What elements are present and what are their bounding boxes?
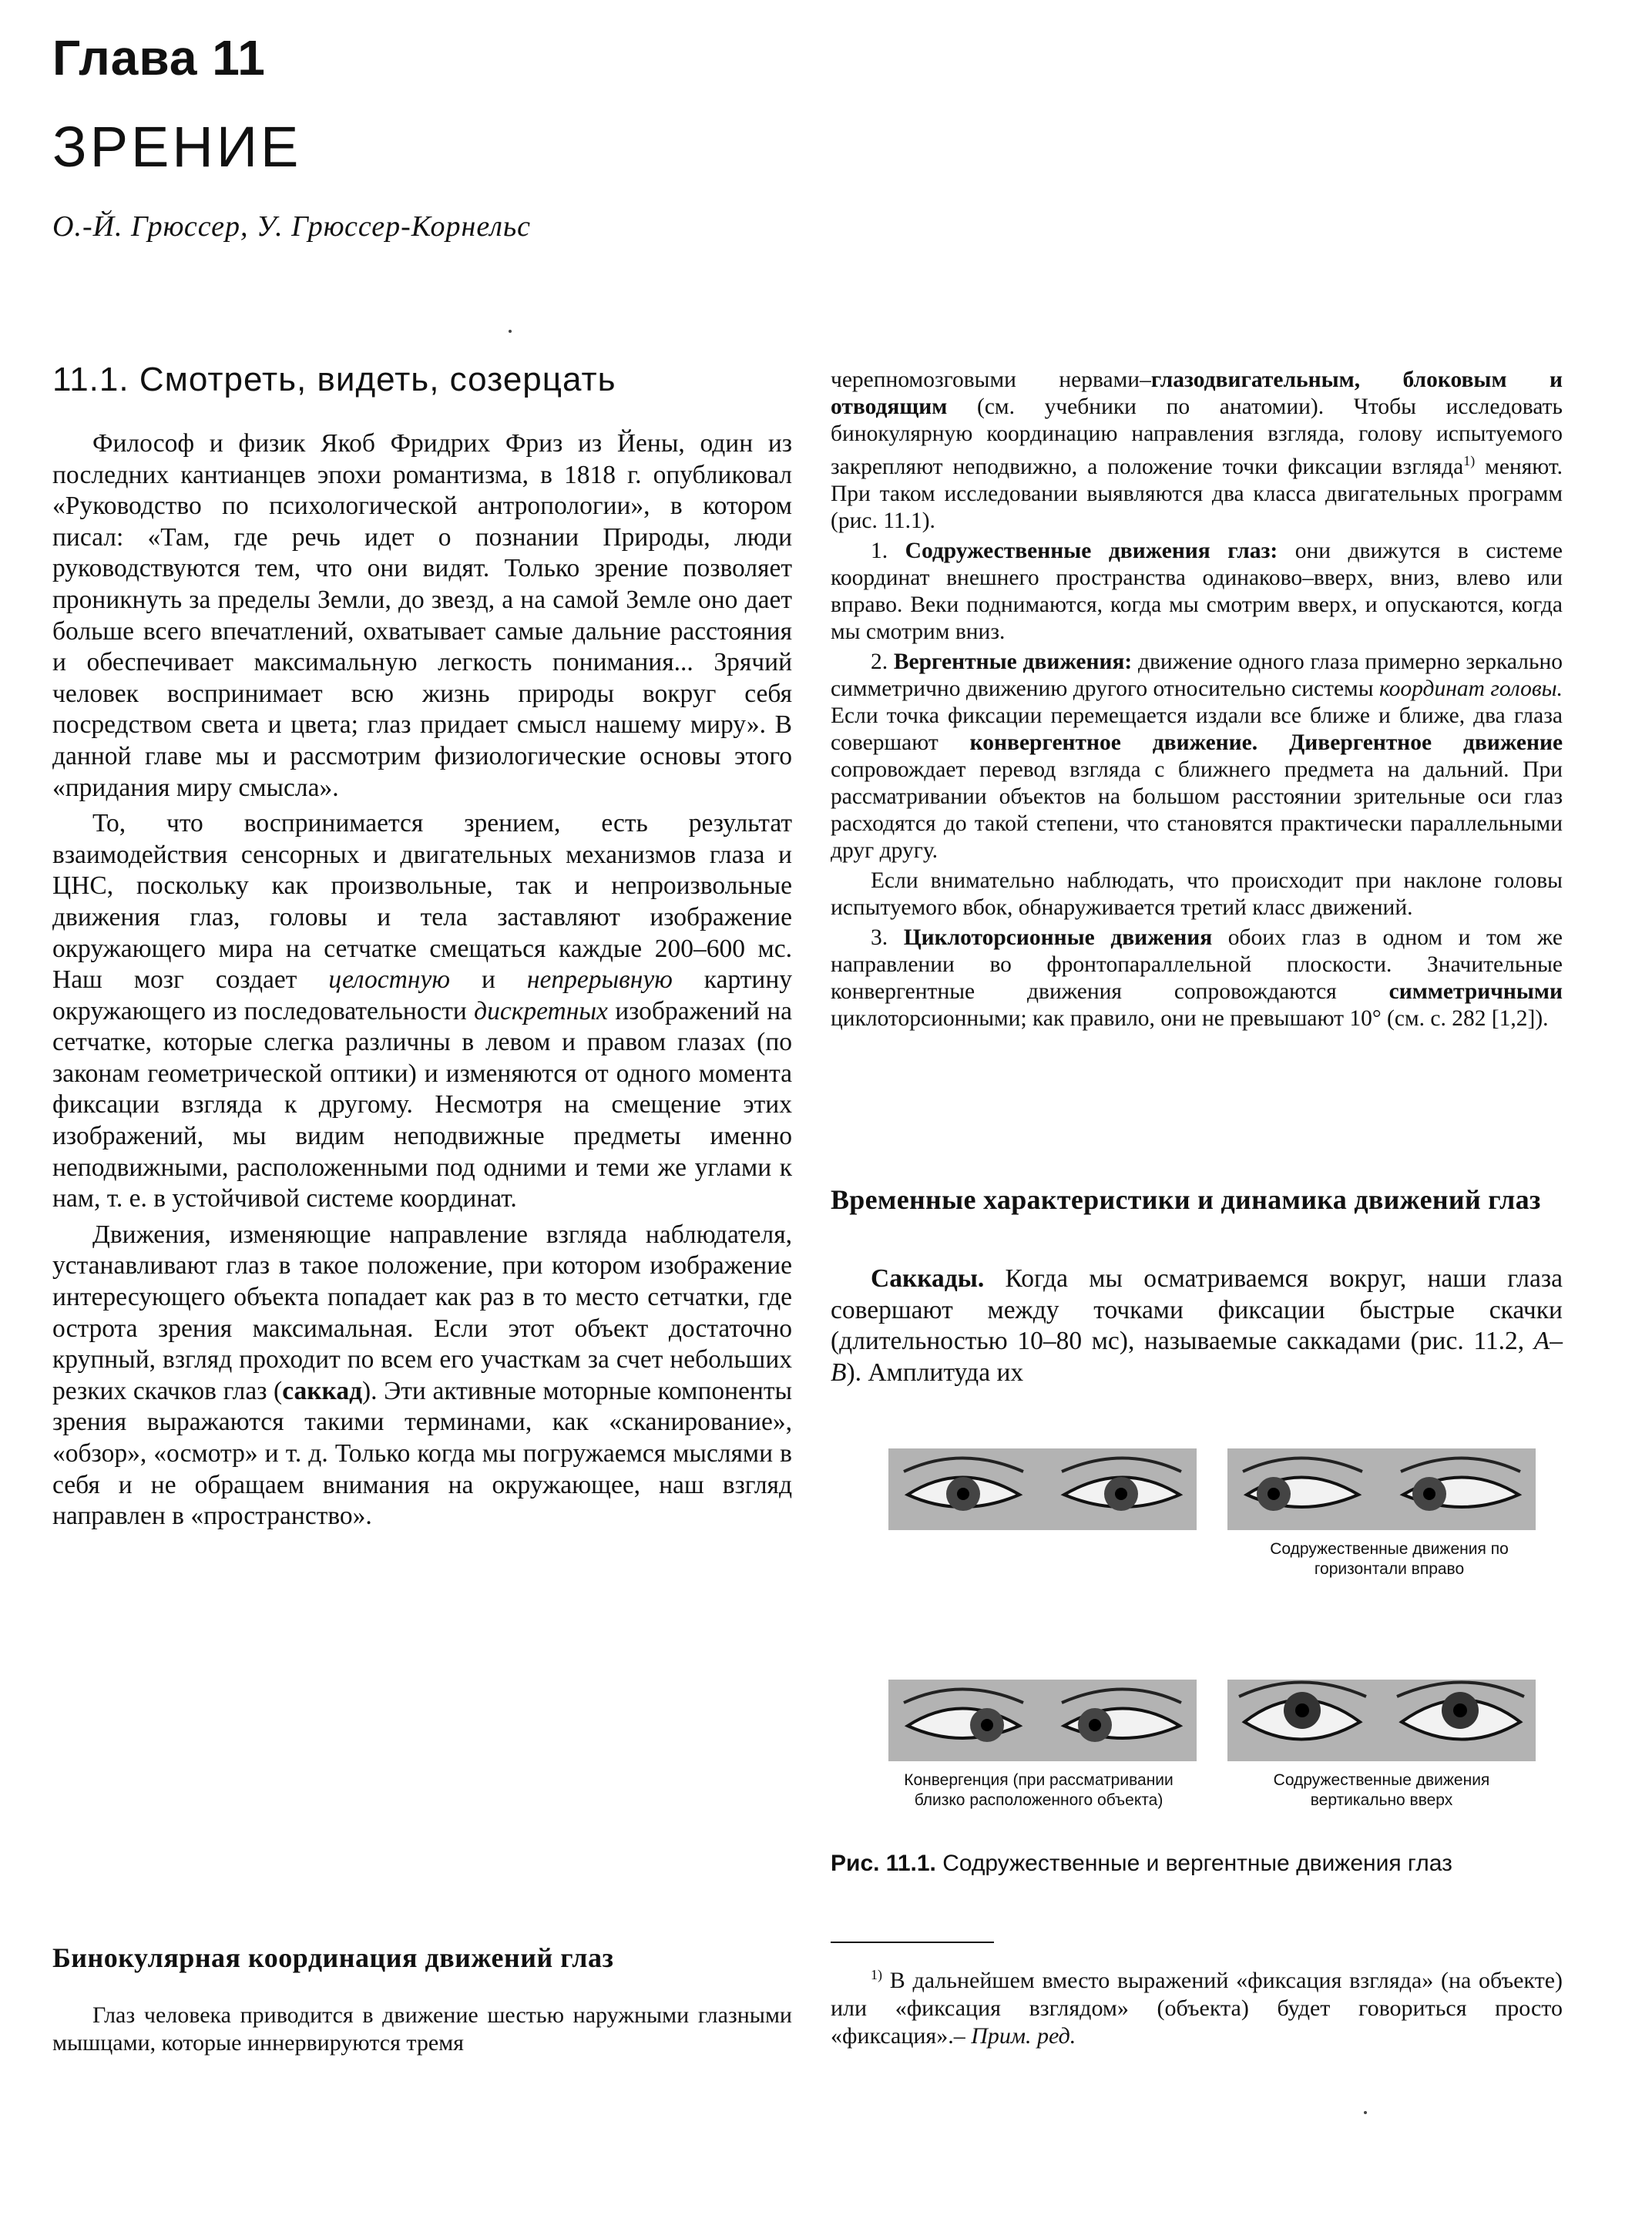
paragraph: То, что воспринимается зрением, есть результат взаимодействия сенсорных и двигательных механизмов глаза и ЦНС, поскольку как произвольные, так и непроизвольные движения глаз, головы и тела заставляют изображение окружающего мира на сетчатке смещаться каждые 200–600 мс. Наш мозг создает целостную и непрерывную картину окружающего из последовательности дискретных изображений на сетчатке, которые слегка различны в левом и правом глазах (по законам геометрической оптики) и изменяются от одного момента фиксации взгляда к другому. Несмотря на смещение этих изображений, мы видим неподвижные предметы именно неподвижными, расположенными под одними и теми же углами к нам, т. е. в устойчивой системе координат. [52,809,793,1213]
footnote-rule [831,1942,994,1943]
paragraph: Движения, изменяющие направление взгляда наблюдателя, устанавливают глаз в такое положение, при котором изображение интересующего объекта попадает как раз в то место сетчатки, где острота зрения максимальная. Если этот объект достаточно крупный, взгляд проходит по всем его участкам за счет небольших резких скачков глаз (саккад). Эти активные моторные компоненты зрения выражаются такими терминами, как «сканирование», «обзор», «осмотр» и т. д. Только когда мы погружаемся мыслями в себя и не обращаем внимания на окружающее, наш взгляд направлен в «пространство». [52,1220,792,1531]
eye-photo-neutral [888,1448,1197,1530]
section-heading: 11.1. Смотреть, видеть, созерцать [52,361,616,398]
paragraph: 2. Вергентные движения: движение одного глаза примерно зеркально симметрично движению другого относительно системы координат головы. Если точка фиксации перемещается издали все ближе и ближе, два глаза совершают конвергентное движение. Дивергентное движение сопровождает перевод взгляда с ближнего предмета на дальний. При рассматривании объектов на большом расстоянии зрительные оси глаз расходятся до такой степени, что становятся практически параллельными друг другу. [831,649,1563,863]
chapter-title: ЗРЕНИЕ [52,115,302,179]
paragraph: Саккады. Когда мы осматриваемся вокруг, наши глаза совершают между точками фиксации быстрые скачки (длительностью 10–80 мс), называемые саккадами (рис. 11.2, А–В). Амплитуда их [831,1264,1563,1387]
stray-dot [1364,2111,1367,2114]
authors: О.-Й. Грюссер, У. Грюссер-Корнельс [52,210,532,243]
caption-convergence: Конвергенция (при рассматривании близко расположенного объекта) [904,1771,1174,1809]
chapter-label: Глава 11 [52,30,266,86]
caption-vertical-up: Содружественные движения вертикально вверх [1273,1771,1490,1809]
subheading-binocular: Бинокулярная координация движений глаз [52,1942,614,1973]
paragraph: Если внимательно наблюдать, что происходит при наклоне головы испытуемого вбок, обнаруживается третий класс движений. [831,868,1563,920]
subheading-timing: Временные характеристики и динамика движений глаз [831,1184,1541,1215]
stray-dot [509,330,512,333]
paragraph: 1. Содружественные движения глаз: они движутся в системе координат внешнего пространства одинаково–вверх, вниз, влево или вправо. Веки поднимаются, когда мы смотрим вверх, и опускаются, когда мы смотрим вниз. [831,538,1563,644]
caption-horizontal-right: Содружественные движения по горизонтали вправо [1270,1540,1509,1578]
paragraph: Философ и физик Якоб Фридрих Фриз из Йены, один из последних кантианцев эпохи романтизма, в 1818 г. опубликовал «Руководство по психологической антропологии», в котором писал: «Там, где речь идет о познании Природы, люди руководствуются тем, что они видят. Только зрение позволяет проникнуть за пределы Земли, до звезд, а на самой Земле оно дает больше всего впечатлений, охватывает самые дальние расстояния и обеспечивает максимальную легкость понимания... Зрячий человек воспринимает всю жизнь природы вокруг себя посредством света и цвета; глаз придает смысл нашему миру». В данной главе мы и рассмотрим физиологические основы этого «придания миру смысла». [52,429,792,802]
figure-caption: Рис. 11.1. Содружественные и вергентные движения глаз [831,1851,1452,1876]
figure-eye-movements [831,1448,1563,1880]
saccades-paragraph [831,1264,1563,1388]
eye-photo-horizontal-right [1227,1448,1536,1530]
footnote: $^{1)}$ В дальнейшем вместо выражений «фиксация взгляда» (на объекте) или «фиксация взглядом» (объекта) будет говориться просто «фиксация».– Прим. ред. [831,1967,1563,2049]
paragraph: Глаз человека приводится в движение шестью наружными глазными мышцами, которые иннервируются тремя [52,2002,792,2056]
eye-photo-convergence [888,1680,1197,1761]
paragraph: черепномозговыми нервами–глазодвигательным, блоковым и отводящим (см. учебники по анатомии). Чтобы исследовать бинокулярную координацию направления взгляда, голову испытуемого закрепляют неподвижно, а положение точки фиксации взгляда$^{1)}$ меняют. При таком исследовании выявляются два класса двигательных программ (рис. 11.1). [831,368,1563,533]
paragraph: 3. Циклоторсионные движения обоих глаз в одном и том же направлении во фронтопараллельной плоскости. Значительные конвергентные движения сопровождаются симметричными циклоторсионными; как правило, они не превышают 10° (см. с. 282 [1,2]). [831,925,1563,1031]
left-column [52,428,792,1537]
eye-photo-vertical-up [1227,1680,1536,1761]
right-column [831,367,1563,1035]
